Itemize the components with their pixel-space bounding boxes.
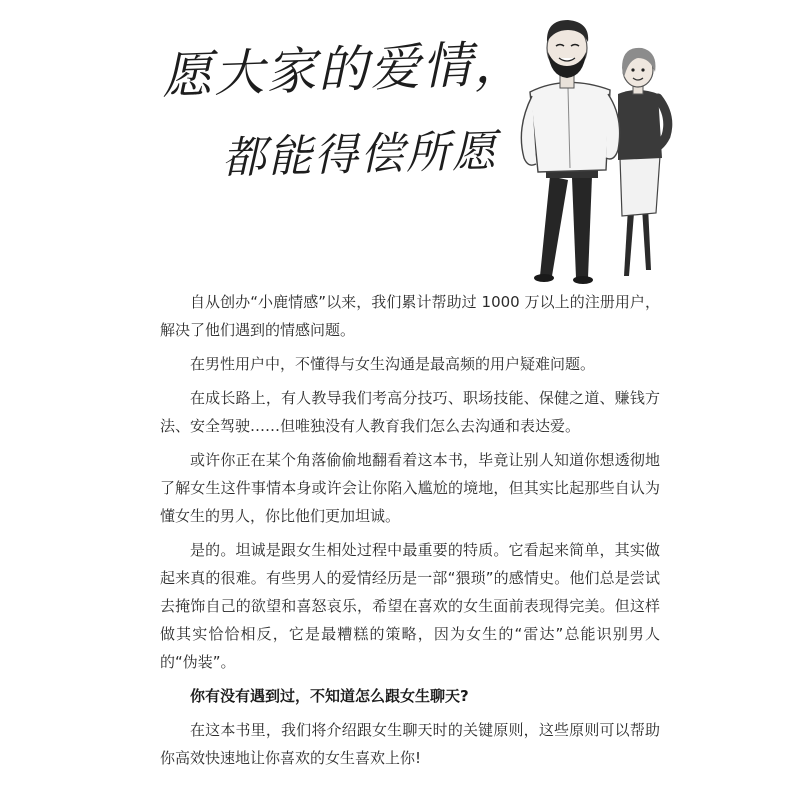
paragraph: 或许你正在某个角落偷偷地翻看着这本书，毕竟让别人知道你想透彻地了解女生这件事情本身或许会让你陷入尴尬的境地，但其实比起那些自认为懂女生的男人，你比他们更加坦诚。	[160, 451, 660, 525]
question-paragraph: 你有没有遇到过，不知道怎么跟女生聊天?	[190, 687, 469, 705]
paragraph: 是的。坦诚是跟女生相处过程中最重要的特质。它看起来简单，其实做起来真的很难。有些男人的爱情经历是一部“猥琐”的感情史。他们总是尝试去掩饰自己的欲望和喜怒哀乐，希望在喜欢的女生面前表现得完美。但这样做其实恰恰相反，它是最糟糕的策略，因为女生的“雷达”总能识别男人的“伪装”。	[160, 541, 660, 671]
paragraph: 在成长路上，有人教导我们考高分技巧、职场技能、保健之道、赚钱方法、安全驾驶……但唯独没有人教育我们怎么去沟通和表达爱。	[160, 389, 660, 435]
paragraph: 在这本书里，我们将介绍跟女生聊天时的关键原则，这些原则可以帮助你高效快速地让你喜欢的女生喜欢上你!	[160, 721, 660, 767]
heading-line-2: 都能得偿所愿	[221, 125, 499, 184]
paragraph: 在男性用户中，不懂得与女生沟通是最高频的用户疑难问题。	[190, 355, 596, 373]
couple-illustration	[510, 8, 680, 286]
paragraph: 自从创办“小鹿情感”以来，我们累计帮助过 1000 万以上的注册用户，解决了他们遇到的情感问题。	[160, 293, 660, 339]
body-text	[160, 288, 660, 778]
woman-figure	[618, 48, 668, 276]
man-figure	[521, 20, 619, 284]
heading-line-1: 愿大家的爱情，	[160, 34, 527, 105]
